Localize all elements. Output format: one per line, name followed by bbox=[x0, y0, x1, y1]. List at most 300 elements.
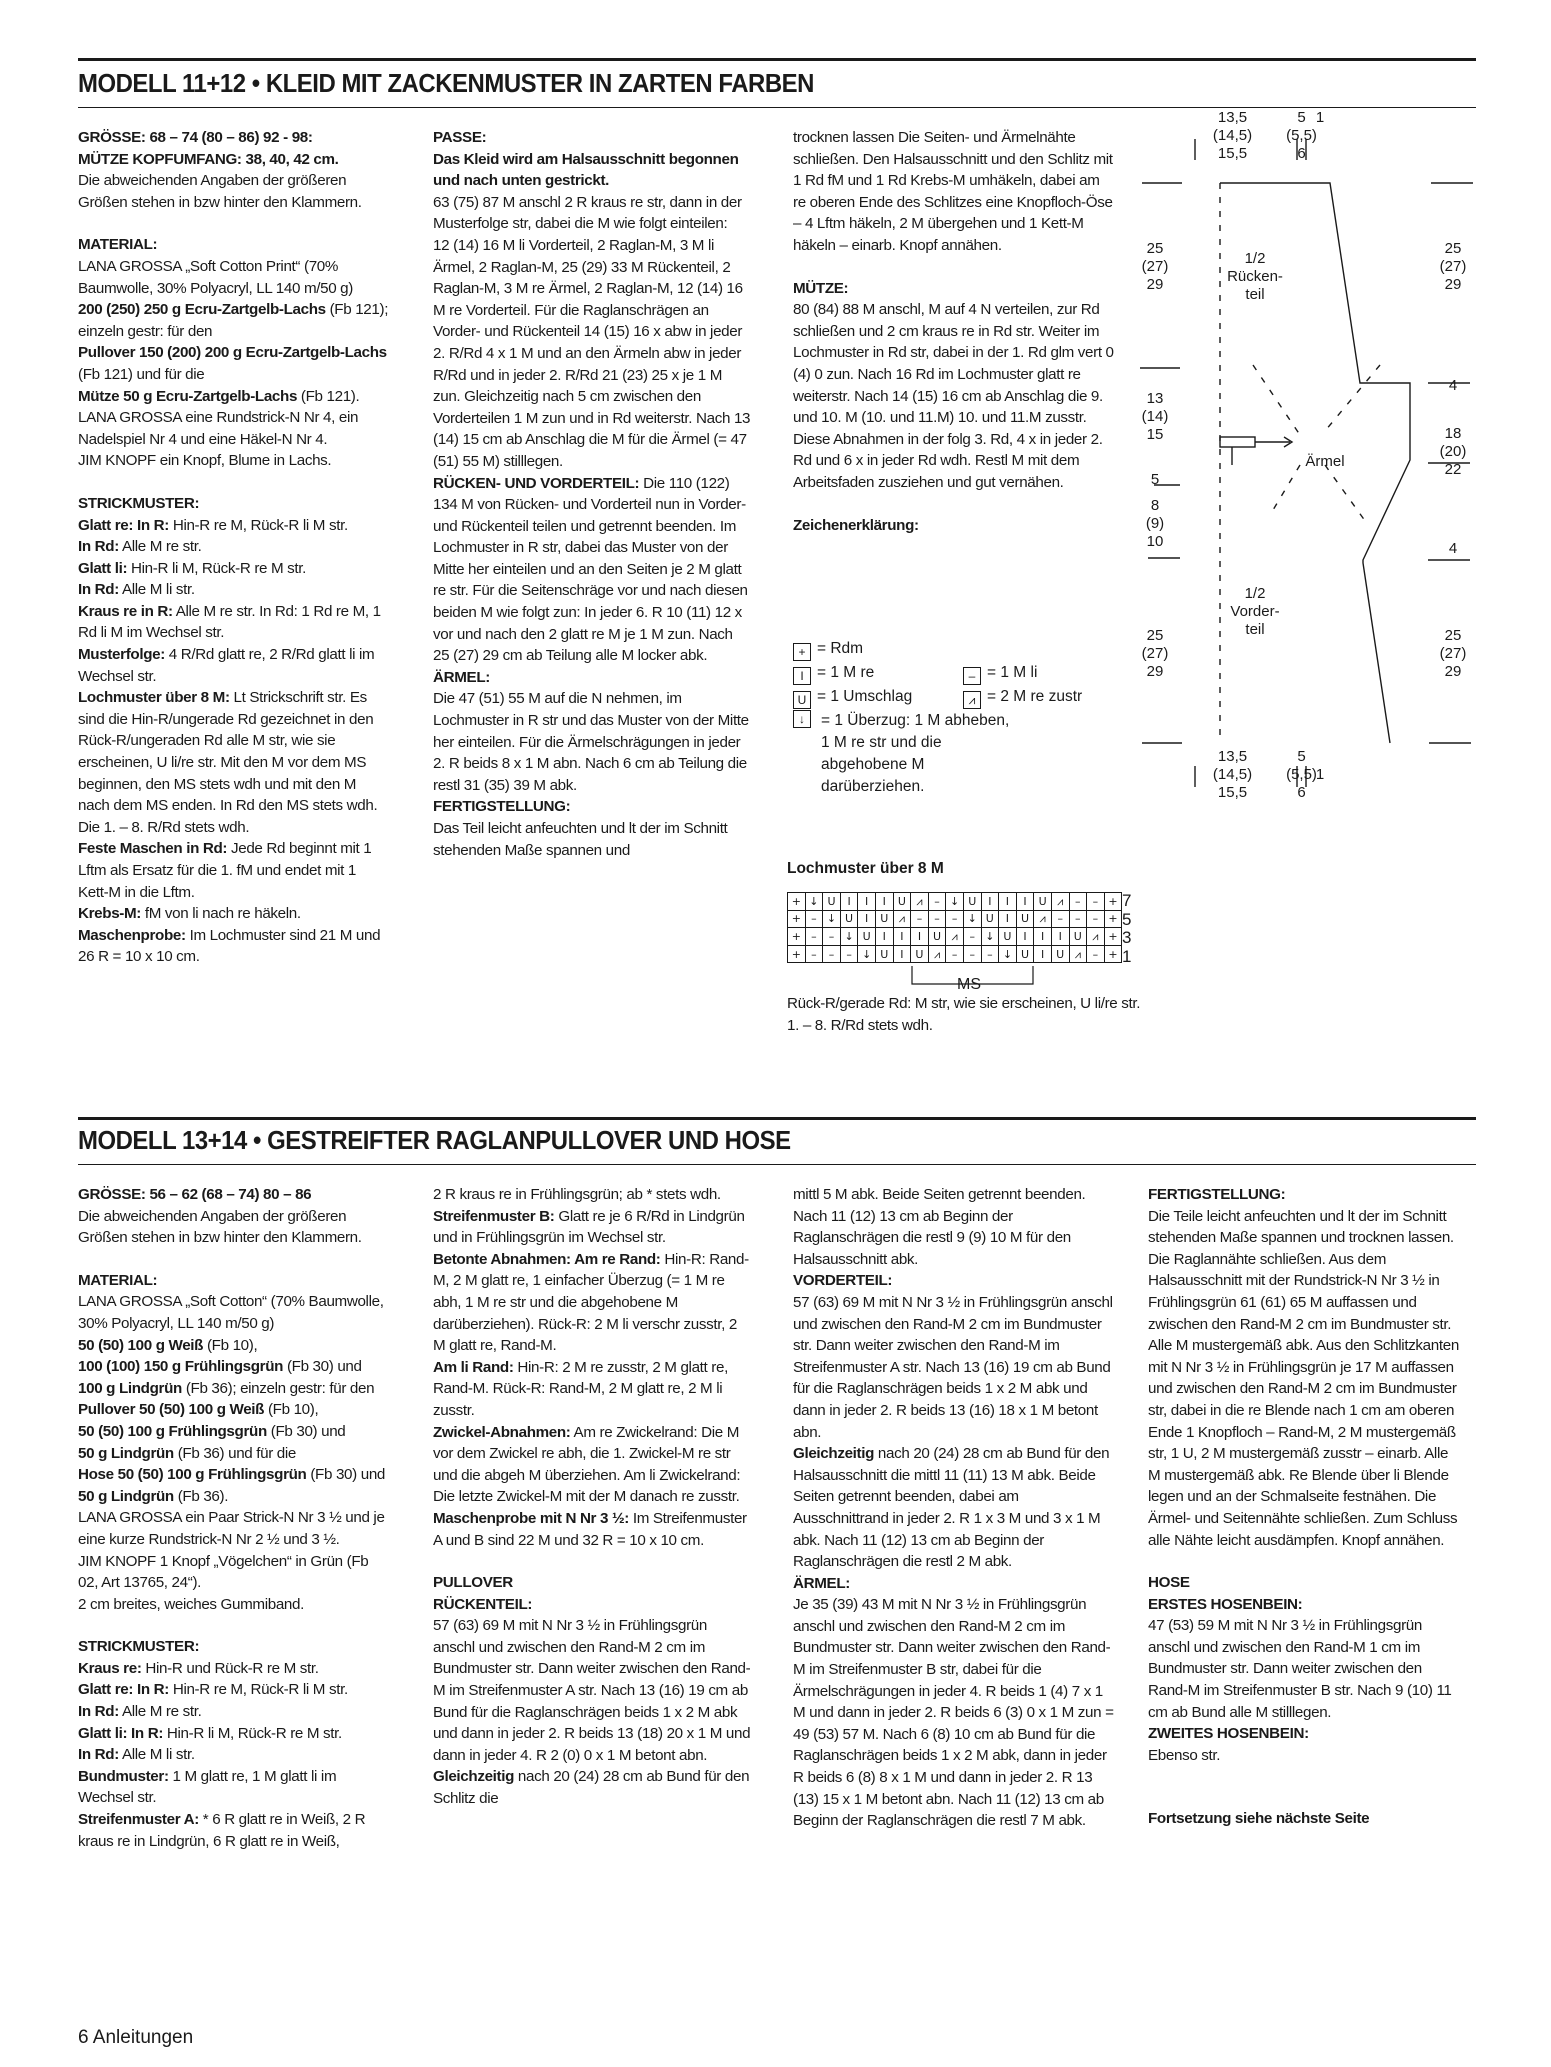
body-text: 2 R kraus re in Frühlingsgrün; ab * stets wdh. bbox=[433, 1186, 721, 1203]
body-text: * 6 R glatt re in Weiß, 2 R kraus re in Lindgrün, 6 R glatt re in Weiß, bbox=[78, 1811, 366, 1850]
bold-label: STRICKMUSTER: bbox=[78, 1638, 200, 1656]
body-text: Die abweichenden Angaben der größeren Größen stehen in bzw hinter den Klammern. bbox=[78, 172, 362, 211]
body-text: (Fb 10), bbox=[203, 1336, 258, 1354]
s2c4-paragraph bbox=[1148, 1594, 1460, 1616]
diagram-label-left-low-a bbox=[1125, 471, 1185, 489]
knit-icon: I bbox=[793, 667, 811, 685]
s1c1-paragraph bbox=[78, 558, 390, 580]
s1c1-paragraph bbox=[78, 299, 390, 342]
body-text: LANA GROSSA „Soft Cotton Print“ (70% Baumwolle, 30% Polyacryl, LL 140 m/50 g) bbox=[78, 257, 353, 297]
section2-column3 bbox=[793, 1184, 1115, 1832]
body-text: Alle M li str. bbox=[118, 581, 195, 599]
heading-underline bbox=[78, 107, 1476, 108]
bold-label: In Rd: bbox=[78, 581, 119, 599]
bold-label: ÄRMEL: bbox=[433, 668, 490, 686]
bold-label: Musterfolge: bbox=[78, 646, 165, 664]
s1c1-paragraph bbox=[78, 838, 390, 903]
chart-cell: + bbox=[1104, 893, 1122, 911]
chart-cell: – bbox=[1069, 910, 1087, 928]
body-text: Hin-R li M, Rück-R re M str. bbox=[127, 559, 307, 577]
body-text: (Fb 30) und bbox=[266, 1422, 346, 1440]
bold-label: 50 g Lindgrün bbox=[78, 1444, 174, 1462]
bold-label: Das Kleid wird am Halsausschnitt begonnen und nach unten gestrickt. bbox=[433, 150, 739, 190]
body-text: 57 (63) 69 M mit N Nr 3 ½ in Frühlingsgrün anschl und zwischen den Rand-M 2 cm im Bundmuster str. Dann weiter zwischen den Rand-M im Streifenmuster A str. Nach 13 (16) 19 cm ab Bund für die Raglanschrägen beids 1 x 2 M abk und dann in jeder 2. R beids 13 (16) 18 x 1 M betont abn. bbox=[793, 1293, 1113, 1441]
bold-label: FERTIGSTELLUNG: bbox=[1148, 1186, 1286, 1203]
chart-note1: Rück-R/gerade Rd: M str, wie sie erscheinen, U li/re str. bbox=[787, 995, 1141, 1013]
chart-cell: U bbox=[911, 945, 929, 963]
spacer bbox=[793, 494, 1115, 515]
body-text: Hin-R li M, Rück-R re M str. bbox=[163, 1724, 342, 1742]
s1c2-paragraph bbox=[433, 818, 751, 861]
s2c1-paragraph bbox=[78, 1809, 390, 1852]
s1c1-paragraph bbox=[78, 925, 390, 968]
chart-cell: + bbox=[1104, 928, 1122, 946]
diagram-label-line: (27) bbox=[1141, 645, 1169, 662]
chart-cell: + bbox=[1104, 910, 1122, 928]
bold-label: Pullover 150 (200) 200 g Ecru-Zartgelb-Lachs bbox=[78, 344, 387, 362]
chart-cell: U bbox=[928, 928, 946, 946]
section2-heading: MODELL 13+14 • GESTREIFTER RAGLANPULLOVER UND HOSE bbox=[78, 1125, 791, 1155]
bold-label: PASSE: bbox=[433, 129, 487, 146]
chart-cell: – bbox=[805, 910, 823, 928]
body-text: Im Lochmuster sind 21 M und 26 R = 10 x 10 cm. bbox=[78, 926, 381, 966]
chart-cell: U bbox=[893, 893, 911, 911]
chart-cell: I bbox=[1034, 928, 1052, 946]
diagram-label-line: 22 bbox=[1444, 461, 1462, 478]
bold-label: Feste Maschen in Rd: bbox=[78, 840, 228, 858]
chart-cell: U bbox=[1034, 893, 1052, 911]
bold-label: In Rd: bbox=[78, 1746, 119, 1764]
chart-row bbox=[788, 928, 1122, 946]
chart-cell: I bbox=[1016, 893, 1034, 911]
chart-cell: I bbox=[893, 928, 911, 946]
symbol-legend bbox=[793, 638, 1113, 798]
diagram-label-line: 25 bbox=[1444, 627, 1462, 644]
chart-row bbox=[788, 945, 1122, 963]
legend-umschlag: = 1 Umschlag bbox=[817, 688, 913, 705]
lace-chart bbox=[787, 860, 1140, 1037]
chart-cell: – bbox=[1069, 893, 1087, 911]
s2c1-paragraph bbox=[78, 1421, 390, 1443]
section2-underline bbox=[78, 1164, 1476, 1165]
body-text: 63 (75) 87 M anschl 2 R kraus re str, dann in der Musterfolge str, dabei die M wie folgt einteilen: bbox=[433, 193, 742, 233]
bold-label: Am li Rand: bbox=[433, 1358, 514, 1376]
chart-cell: ↓ bbox=[858, 945, 876, 963]
chart-cell: ⩘ bbox=[1051, 893, 1069, 911]
s2c2-paragraph bbox=[433, 1615, 751, 1766]
body-text: mittl 5 M abk. Beide Seiten getrennt beenden. Nach 11 (12) 13 cm ab Beginn der Raglanschrägen die restl 9 (9) 10 M für den Halsausschnitt abk. bbox=[793, 1186, 1086, 1268]
bold-label: VORDERTEIL: bbox=[793, 1272, 893, 1290]
s2c2-paragraph bbox=[433, 1357, 751, 1422]
s2c1-paragraph bbox=[78, 1594, 390, 1616]
chart-cell: – bbox=[805, 945, 823, 963]
body-text: 47 (53) 59 M mit N Nr 3 ½ in Frühlingsgrün anschl und zwischen den Rand-M 1 cm im Bundmuster str. Dann weiter zwischen den Rand-M im Streifenmuster B str. Nach 9 (10) 11 cm ab Bund alle M stilllegen. bbox=[1148, 1617, 1452, 1721]
chart-title: Lochmuster über 8 M bbox=[787, 860, 944, 877]
chart-cell: I bbox=[875, 928, 893, 946]
bold-label: Glatt li: In R: bbox=[78, 1724, 164, 1742]
diagram-label-line: Ärmel bbox=[1305, 453, 1345, 470]
diagram-label-line: (5,5) bbox=[1286, 127, 1317, 144]
s2c4-paragraph bbox=[1148, 1808, 1460, 1830]
s1c1-paragraph bbox=[78, 407, 390, 450]
spacer bbox=[78, 213, 390, 234]
chart-grid bbox=[787, 892, 1122, 963]
body-text: Hin-R re M, Rück-R li M str. bbox=[168, 1681, 348, 1699]
body-text: Am re Zwickelrand: Die M vor dem Zwickel re abh, die 1. Zwickel-M re str und die abgeh M überziehen. Am li Zwickelrand: Die letzte Zwickel-M mit der M danach re zusstr. bbox=[433, 1423, 741, 1506]
chart-cell: ⩘ bbox=[1069, 945, 1087, 963]
s1c2-paragraph bbox=[433, 192, 751, 235]
body-text: (Fb 10), bbox=[264, 1401, 319, 1419]
chart-cell: ⩘ bbox=[911, 893, 929, 911]
diagram-label-line: (14,5) bbox=[1212, 127, 1253, 144]
chart-cell: ⩘ bbox=[928, 945, 946, 963]
section1-heading: MODELL 11+12 • KLEID MIT ZACKENMUSTER IN ZARTEN FARBEN bbox=[78, 68, 814, 98]
s2c2-paragraph bbox=[433, 1766, 751, 1809]
k2tog-icon: ⩘ bbox=[963, 691, 981, 709]
bold-label: Maschenprobe: bbox=[78, 926, 186, 944]
diagram-label-right-4b bbox=[1423, 540, 1483, 558]
section1-column3 bbox=[793, 127, 1115, 536]
s2c3-paragraph bbox=[793, 1594, 1115, 1832]
chart-cell: – bbox=[823, 945, 841, 963]
body-text: (Fb 36) und für die bbox=[173, 1444, 297, 1462]
s1c1-paragraph bbox=[78, 149, 390, 171]
section2-column1 bbox=[78, 1184, 390, 1852]
diagram-label-line: 29 bbox=[1146, 276, 1164, 293]
body-text: 4 R/Rd glatt re, 2 R/Rd glatt li im Wechsel str. bbox=[78, 646, 375, 685]
s2c1-paragraph bbox=[78, 1335, 390, 1357]
chart-cell: + bbox=[788, 928, 806, 946]
body-text: (Fb 121); einzeln gestr: für den bbox=[78, 301, 389, 340]
s2c2-paragraph bbox=[433, 1572, 751, 1594]
chart-cell: – bbox=[805, 928, 823, 946]
chart-cell: – bbox=[1087, 893, 1105, 911]
diagram-label-bot-one bbox=[1310, 766, 1330, 784]
s1c1-paragraph bbox=[78, 687, 390, 838]
rdm-icon: + bbox=[793, 643, 811, 661]
s1c3-paragraph bbox=[793, 299, 1115, 493]
bold-label: ÄRMEL: bbox=[793, 1574, 850, 1592]
section2-column4 bbox=[1148, 1184, 1460, 1830]
page-footer: 6 Anleitungen bbox=[78, 2027, 194, 2048]
bold-label: 50 g Lindgrün bbox=[78, 1487, 174, 1505]
bold-label: Glatt re: In R: bbox=[78, 516, 169, 534]
diagram-label-line: 29 bbox=[1444, 663, 1462, 680]
bold-label: Lochmuster über 8 M: bbox=[78, 689, 230, 707]
bold-label: MÜTZE KOPFUMFANG: 38, 40, 42 cm. bbox=[78, 150, 339, 168]
body-text: Alle M re str. bbox=[118, 538, 202, 556]
s2c4-paragraph bbox=[1148, 1206, 1460, 1552]
s2c2-paragraph bbox=[433, 1422, 751, 1508]
chart-cell: U bbox=[1016, 945, 1034, 963]
diagram-label-line: Rücken- bbox=[1227, 268, 1283, 285]
s2c1-paragraph bbox=[78, 1551, 390, 1594]
chart-cell: + bbox=[788, 945, 806, 963]
diagram-label-line: 25 bbox=[1146, 240, 1164, 257]
chart-cell: – bbox=[1051, 910, 1069, 928]
diagram-label-line: teil bbox=[1245, 621, 1265, 638]
diagram-label-line: 4 bbox=[1448, 540, 1458, 557]
body-text: fM von li nach re häkeln. bbox=[141, 905, 301, 923]
s2c1-paragraph bbox=[78, 1744, 390, 1766]
legend-ueberzug: = 1 Überzug: 1 M abheben, 1 M re str und die abgehobene M darüberziehen. bbox=[821, 712, 1010, 795]
top-rule bbox=[78, 58, 1476, 61]
diagram-label-line: 13 bbox=[1146, 390, 1164, 407]
diagram-label-line: (27) bbox=[1439, 645, 1467, 662]
s2c4-paragraph bbox=[1148, 1184, 1460, 1206]
s2c4-paragraph bbox=[1148, 1723, 1460, 1745]
chart-cell: ↓ bbox=[981, 928, 999, 946]
chart-cell: U bbox=[999, 928, 1017, 946]
spacer bbox=[78, 472, 390, 493]
chart-row-number: 3 bbox=[1122, 928, 1132, 948]
s2c1-paragraph bbox=[78, 1378, 390, 1400]
body-text: Alle M li str. bbox=[118, 1746, 195, 1764]
chart-cell: I bbox=[1016, 928, 1034, 946]
s2c1-paragraph bbox=[78, 1507, 390, 1550]
s2c1-paragraph bbox=[78, 1399, 390, 1421]
chart-cell: – bbox=[1087, 910, 1105, 928]
diagram-label-right-4a bbox=[1423, 377, 1483, 395]
bold-label: Kraus re: bbox=[78, 1659, 142, 1677]
diagram-label-right-upper bbox=[1423, 240, 1483, 294]
body-text: Je 35 (39) 43 M mit N Nr 3 ½ in Frühlingsgrün anschl und zwischen den Rand-M 2 cm im Bundmuster str. Dann weiter zwischen den Rand-M im Streifenmuster B str, dabei für die Ärmelschrägungen in jeder 4. R beids 1 (4) 7 x 1 M und dann in jeder 2. R beids 6 (3) 0 x 1 M zun = 49 (53) 57 M. Nach 6 (8) 10 cm ab Bund für die Raglanschrägen beids 1 x 2 M abk, dann in jeder R beids 6 (8) 8 x 1 M und dann in jeder 2. R 13 (13) 15 x 1 M betont abn. Nach 11 (12) 13 cm ab Beginn der Raglanschrägen die restl 7 M abk. bbox=[793, 1596, 1114, 1830]
ms-label: MS bbox=[957, 976, 981, 993]
body-text: 80 (84) 88 M anschl, M auf 4 N verteilen, zur Rd schließen und 2 cm kraus re in Rd str. Weiter im Lochmuster in Rd str, dabei in der 1. Rd glm vert 0 (4) 0 zun. Nach 16 Rd im Lochmuster glatt re weiterstr. Nach 14 (15) 16 cm ab Anschlag die 9. und 10. M (10. und 11.M) 10. und 11.M zusstr. Diese Abnahmen in der folg 3. Rd, 4 x in jeder 2. Rd und 6 x in jeder Rd wdh. Restl M mit dem Arbeitsfaden zusziehen und gut vernähen. bbox=[793, 301, 1114, 491]
body-text: LANA GROSSA ein Paar Strick-N Nr 3 ½ und je eine kurze Rundstrick-N Nr 2 ½ und 3 ½. bbox=[78, 1509, 385, 1548]
bold-label: Zeichenerklärung: bbox=[793, 516, 919, 534]
body-text: Jede Rd beginnt mit 1 Lftm als Ersatz für die 1. fM und endet mit 1 Kett-M in die Lftm. bbox=[78, 840, 372, 901]
body-text: Lt Strickschrift str. Es sind die Hin-R/ungerade Rd gezeichnet in den Rück-R/ungeraden Rd alle M str, wie sie erscheinen, U li/re str. Mit den M vor dem MS beginnen, den MS stets wdh und mit den M nach dem MS enden. In Rd den MS stets wdh. Die 1. – 8. R/Rd stets wdh. bbox=[78, 689, 378, 836]
s1c1-paragraph bbox=[78, 450, 390, 472]
diagram-label-bot-width bbox=[1195, 748, 1270, 802]
s2c1-paragraph bbox=[78, 1636, 390, 1658]
body-text: 2 cm breites, weiches Gummiband. bbox=[78, 1595, 304, 1613]
bold-label: 50 (50) 100 g Frühlingsgrün bbox=[78, 1422, 267, 1440]
diagram-label-line: Vorder- bbox=[1230, 603, 1280, 620]
s2c4-paragraph bbox=[1148, 1615, 1460, 1723]
diagram-label-line: 15 bbox=[1146, 426, 1164, 443]
s2c1-paragraph bbox=[78, 1184, 390, 1206]
body-text: JIM KNOPF 1 Knopf „Vögelchen“ in Grün (Fb 02, Art 13765, 24“). bbox=[78, 1552, 369, 1592]
s1c1-paragraph bbox=[78, 170, 390, 213]
body-text: Alle M re str. In Rd: 1 Rd re M, 1 Rd li M im Wechsel str. bbox=[78, 602, 381, 642]
bold-label: Kraus re in R: bbox=[78, 602, 173, 620]
s2c1-paragraph bbox=[78, 1486, 390, 1508]
spacer bbox=[1148, 1551, 1460, 1572]
s2c1-paragraph bbox=[78, 1270, 390, 1292]
chart-cell: ↓ bbox=[823, 910, 841, 928]
body-text: Alle M re str. bbox=[118, 1703, 202, 1721]
spacer bbox=[1148, 1787, 1460, 1808]
purl-icon: – bbox=[963, 667, 981, 685]
diagram-label-line: 15,5 bbox=[1217, 784, 1248, 801]
s1c3-paragraph bbox=[793, 278, 1115, 300]
chart-cell: – bbox=[981, 945, 999, 963]
chart-cell: I bbox=[981, 893, 999, 911]
chart-cell: ⩘ bbox=[1087, 928, 1105, 946]
body-text: Hin-R re M, Rück-R li M str. bbox=[168, 516, 348, 534]
diagram-label-line: 5 bbox=[1150, 471, 1160, 488]
chart-cell: + bbox=[788, 893, 806, 911]
body-text: Im Streifenmuster A und B sind 22 M und 32 R = 10 x 10 cm. bbox=[433, 1509, 747, 1549]
body-text: 57 (63) 69 M mit N Nr 3 ½ in Frühlingsgrün anschl und zwischen den Rand-M 2 cm im Bundmuster str. Dann weiter zwischen den Rand-M im Streifenmuster A str. Nach 13 (16) 19 cm ab Bund für die Raglanschrägen beids 1 x 2 M abk und dann in jeder 2. R beids 13 (18) 20 x 1 M und dann in jeder 4. R 2 (0) 0 x 1 M betont abn. bbox=[433, 1617, 751, 1764]
bold-label: 100 g Lindgrün bbox=[78, 1379, 182, 1397]
section1-column2 bbox=[433, 127, 751, 861]
s1c1-paragraph bbox=[78, 234, 390, 256]
s2c1-paragraph bbox=[78, 1291, 390, 1334]
bold-label: MATERIAL: bbox=[78, 1271, 158, 1289]
s1c1-paragraph bbox=[78, 601, 390, 644]
bold-label: Streifenmuster A: bbox=[78, 1811, 199, 1829]
body-text: (Fb 36). bbox=[173, 1487, 229, 1505]
chart-cell: – bbox=[946, 945, 964, 963]
s2c1-paragraph bbox=[78, 1356, 390, 1378]
chart-cell: – bbox=[963, 945, 981, 963]
legend-li: = 1 M li bbox=[987, 664, 1038, 681]
diagram-label-top-width bbox=[1195, 109, 1270, 163]
bold-label: STRICKMUSTER: bbox=[78, 494, 200, 512]
bold-label: GRÖSSE: 56 – 62 (68 – 74) 80 – 86 bbox=[78, 1186, 312, 1203]
s2c4-paragraph bbox=[1148, 1745, 1460, 1767]
s1c1-paragraph bbox=[78, 386, 390, 408]
bold-label: Pullover 50 (50) 100 g Weiß bbox=[78, 1401, 265, 1419]
bold-label: In Rd: bbox=[78, 1703, 119, 1721]
spacer bbox=[793, 257, 1115, 278]
schematic-diagram bbox=[1140, 109, 1480, 815]
s1c2-paragraph bbox=[433, 473, 751, 667]
slip-over-icon: ↓ bbox=[793, 710, 811, 728]
body-text: Die abweichenden Angaben der größeren Größen stehen in bzw hinter den Klammern. bbox=[78, 1207, 362, 1247]
chart-cell: – bbox=[1087, 945, 1105, 963]
diagram-label-line: 18 bbox=[1444, 425, 1462, 442]
body-text: nach 20 (24) 28 cm ab Bund für den Schlitz die bbox=[433, 1768, 750, 1808]
bold-label: Mütze 50 g Ecru-Zartgelb-Lachs bbox=[78, 387, 298, 405]
diagram-label-line: (27) bbox=[1141, 258, 1169, 275]
diagram-label-line: teil bbox=[1245, 286, 1265, 303]
legend-re: = 1 M re bbox=[817, 664, 875, 681]
diagram-label-aermel bbox=[1290, 453, 1360, 471]
s1c1-paragraph bbox=[78, 127, 390, 149]
body-text: Die Teile leicht anfeuchten und lt der im Schnitt stehenden Maße spannen und trocknen lassen. Die Raglannähte schließen. Aus dem Halsausschnitt mit der Rundstrick-N Nr 3 ½ in Frühlingsgrün 61 (61) 65 M auffassen und zwischen den Rand-M 2 cm im Bundmuster str. Alle M mustergemäß abk. Aus den Schlitzkanten mit N Nr 3 ½ in Frühlingsgrün je 17 M auffassen und zwischen den Rand-M 2 cm im Bundmuster str, dabei in die re Blende nach 1 cm am oberen Ende 1 Knopfloch – Rand-M, 2 M mustergemäß str, 1 U, 2 M mustergemäß zusstr – einarb. Alle M mustergemäß abk. Re Blende über li Blende legen und an der Schmalseite festnähen. Die Ärmel- und Seitennähte schließen. Zum Schluss alle Nähte leicht ausdämpfen. Knopf annähen. bbox=[1148, 1207, 1459, 1549]
diagram-label-line: 6 bbox=[1297, 784, 1306, 801]
bold-label: Betonte Abnahmen: Am re Rand: bbox=[433, 1250, 661, 1268]
s2c1-paragraph bbox=[78, 1701, 390, 1723]
body-text: (Fb 30) und bbox=[283, 1358, 362, 1376]
s1c1-paragraph bbox=[78, 342, 390, 385]
body-text: trocknen lassen Die Seiten- und Ärmelnähte schließen. Den Halsausschnitt und den Schlitz mit 1 Rd fM und 1 Rd Krebs-M umhäkeln, dabei am re oberen Ende des Schlitzes eine Knopfloch-Öse – 4 Lftm häkeln, 2 M übergehen und 1 Kett-M häkeln – einarb. Knopf annähen. bbox=[793, 129, 1113, 254]
diagram-label-line: 1 bbox=[1315, 766, 1325, 783]
bold-label: Hose 50 (50) 100 g Frühlingsgrün bbox=[78, 1466, 307, 1484]
s2c3-paragraph bbox=[793, 1292, 1115, 1443]
body-text: (Fb 30) und bbox=[306, 1466, 386, 1484]
legend-rdm: = Rdm bbox=[817, 640, 864, 657]
bold-label: Fortsetzung siehe nächste Seite bbox=[1148, 1810, 1370, 1828]
bold-label: PULLOVER bbox=[433, 1574, 513, 1592]
diagram-label-line: 5 bbox=[1297, 748, 1306, 765]
bold-label: FERTIGSTELLUNG: bbox=[433, 798, 571, 816]
chart-cell: – bbox=[823, 928, 841, 946]
diagram-label-line: 13,5 bbox=[1217, 109, 1248, 126]
diagram-label-line: 25 bbox=[1444, 240, 1462, 257]
s1c2-paragraph bbox=[433, 235, 751, 473]
body-text: Die 47 (51) 55 M auf die N nehmen, im Lochmuster in R str und das Muster von der Mitte her einteilen. Für die Ärmelschrägungen in jeder 2. R beids 8 x 1 M abn. Nach 6 cm ab Teilung die restl 31 (35) 39 M abk. bbox=[433, 690, 749, 794]
s1c1-paragraph bbox=[78, 493, 390, 515]
diagram-label-line: 13,5 bbox=[1217, 748, 1248, 765]
s1c2-paragraph bbox=[433, 127, 751, 149]
body-text: Hin-R: 2 M re zusstr, 2 M glatt re, Rand-M. Rück-R: Rand-M, 2 M glatt re, 2 M li zusstr. bbox=[433, 1358, 728, 1419]
body-text: Hin-R: Rand-M, 2 M glatt re, 1 einfacher Überzug (= 1 M re abh, 1 M re str und die abgehobene M darüberziehen). Rück-R: 2 M li verschr zusstr, 2 M glatt re, Rand-M. bbox=[433, 1250, 749, 1355]
s1c2-paragraph bbox=[433, 688, 751, 796]
s1c1-paragraph bbox=[78, 256, 390, 299]
chart-cell: ⩘ bbox=[893, 910, 911, 928]
diagram-label-line: (20) bbox=[1439, 443, 1467, 460]
bold-label: Streifenmuster B: bbox=[433, 1207, 555, 1225]
chart-cell: ⩘ bbox=[946, 928, 964, 946]
body-text: LANA GROSSA „Soft Cotton“ (70% Baumwolle, 30% Polyacryl, LL 140 m/50 g) bbox=[78, 1293, 384, 1332]
chart-cell: – bbox=[840, 945, 858, 963]
chart-cell: – bbox=[946, 910, 964, 928]
diagram-label-line: (5,5) bbox=[1286, 766, 1317, 783]
bold-label: Zwickel-Abnahmen: bbox=[433, 1423, 571, 1441]
chart-cell: U bbox=[1051, 945, 1069, 963]
diagram-label-line: 1/2 bbox=[1244, 250, 1266, 267]
bold-label: 50 (50) 100 g Weiß bbox=[78, 1336, 204, 1354]
s2c1-paragraph bbox=[78, 1206, 390, 1249]
bold-label: MÜTZE: bbox=[793, 279, 849, 297]
body-text: 1 M glatt re, 1 M glatt li im Wechsel str. bbox=[78, 1767, 337, 1807]
chart-cell: I bbox=[840, 893, 858, 911]
s2c1-paragraph bbox=[78, 1766, 390, 1809]
bold-label: Maschenprobe mit N Nr 3 ½: bbox=[433, 1509, 629, 1527]
body-text: JIM KNOPF ein Knopf, Blume in Lachs. bbox=[78, 452, 332, 470]
chart-cell: – bbox=[911, 910, 929, 928]
diagram-label-line: (14) bbox=[1141, 408, 1169, 425]
s1c1-paragraph bbox=[78, 579, 390, 601]
s1c1-paragraph bbox=[78, 536, 390, 558]
chart-cell: ↓ bbox=[999, 945, 1017, 963]
s1c1-paragraph bbox=[78, 903, 390, 925]
diagram-label-line: 1/2 bbox=[1244, 585, 1266, 602]
diagram-label-top-one bbox=[1310, 109, 1330, 127]
body-text: (Fb 121). bbox=[297, 387, 360, 405]
chart-cell: + bbox=[788, 910, 806, 928]
chart-cell: ↓ bbox=[805, 893, 823, 911]
diagram-label-line: 1 bbox=[1315, 109, 1325, 126]
chart-cell: U bbox=[875, 910, 893, 928]
s1c2-paragraph bbox=[433, 667, 751, 689]
s2c2-paragraph bbox=[433, 1249, 751, 1357]
s1c1-paragraph bbox=[78, 644, 390, 687]
s1c3-paragraph bbox=[793, 127, 1115, 257]
diagram-label-line: 29 bbox=[1444, 276, 1462, 293]
chart-cell: ⩘ bbox=[1034, 910, 1052, 928]
diagram-label-line: 15,5 bbox=[1217, 145, 1248, 162]
diagram-label-line: 5 bbox=[1297, 109, 1306, 126]
bold-label: GRÖSSE: 68 – 74 (80 – 86) 92 - 98: bbox=[78, 129, 313, 146]
bold-label: Krebs-M: bbox=[78, 905, 142, 923]
body-text: (Fb 121) und für die bbox=[78, 365, 205, 383]
chart-row bbox=[788, 893, 1122, 911]
diagram-label-left-lower bbox=[1125, 627, 1185, 681]
diagram-label-right-mid bbox=[1423, 425, 1483, 479]
spacer bbox=[433, 1551, 751, 1572]
bold-label: Glatt li: bbox=[78, 559, 128, 577]
chart-cell: – bbox=[928, 910, 946, 928]
diagram-label-line: 8 bbox=[1150, 497, 1160, 514]
chart-row-number: 5 bbox=[1122, 909, 1132, 929]
chart-cell: U bbox=[823, 893, 841, 911]
